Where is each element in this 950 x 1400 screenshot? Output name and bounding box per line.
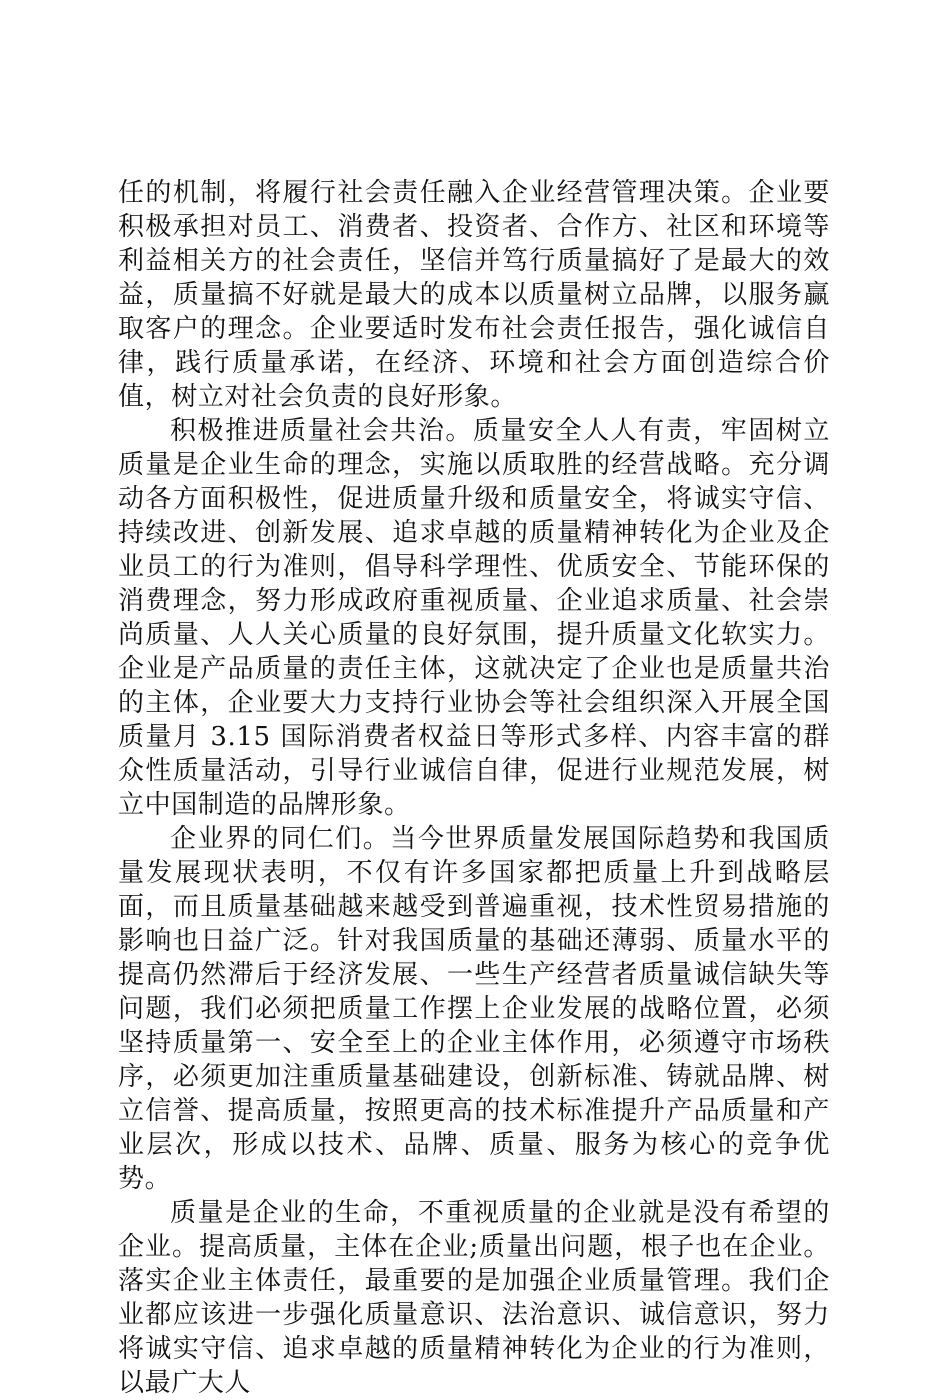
paragraph-3: 企业界的同仁们。当今世界质量发展国际趋势和我国质量发展现状表明，不仅有许多国家都把质量上升到战略层面，而且质量基础越来越受到普遍重视，技术性贸易措施的影响也日益广泛。针对我国质量的基础还薄弱、质量水平的提高仍然滞后于经济发展、一些生产经营者质量诚信缺失等问题，我们必须把质量工作摆上企业发展的战略位置，必须坚持质量第一、安全至上的企业主体作用，必须遵守市场秩序，必须更加注重质量基础建设，创新标准、铸就品牌、树立信誉、提高质量，按照更高的技术标准提升产品质量和产业层次，形成以技术、品牌、质量、服务为核心的竞争优势。: [118, 824, 830, 1194]
paragraph-4: 质量是企业的生命，不重视质量的企业就是没有希望的企业。提高质量，主体在企业;质量出问题，根子也在企业。落实企业主体责任，最重要的是加强企业质量管理。我们企业都应该进一步强化质量意识、法治意识、诚信意识，努力将诚实守信、追求卓越的质量精神转化为企业的行为准则，以最广大人: [118, 1198, 830, 1398]
paragraph-2: 积极推进质量社会共治。质量安全人人有责，牢固树立质量是企业生命的理念，实施以质取胜的经营战略。充分调动各方面积极性，促进质量升级和质量安全，将诚实守信、持续改进、创新发展、追求卓越的质量精神转化为企业及企业员工的行为准则，倡导科学理性、优质安全、节能环保的消费理念，努力形成政府重视质量、企业追求质量、社会崇尚质量、人人关心质量的良好氛围，提升质量文化软实力。企业是产品质量的责任主体，这就决定了企业也是质量共治的主体，企业要大力支持行业协会等社会组织深入开展全国质量月 3.15 国际消费者权益日等形式多样、内容丰富的群众性质量活动，引导行业诚信自律，促进行业规范发展，树立中国制造的品牌形象。: [118, 416, 830, 820]
paragraph-1: 任的机制，将履行社会责任融入企业经营管理决策。企业要积极承担对员工、消费者、投资者、合作方、社区和环境等利益相关方的社会责任，坚信并笃行质量搞好了是最大的效益，质量搞不好就是最大的成本以质量树立品牌，以服务赢取客户的理念。企业要适时发布社会责任报告，强化诚信自律，践行质量承诺，在经济、环境和社会方面创造综合价值，树立对社会负责的良好形象。: [118, 178, 830, 412]
body-text: [118, 176, 830, 1400]
